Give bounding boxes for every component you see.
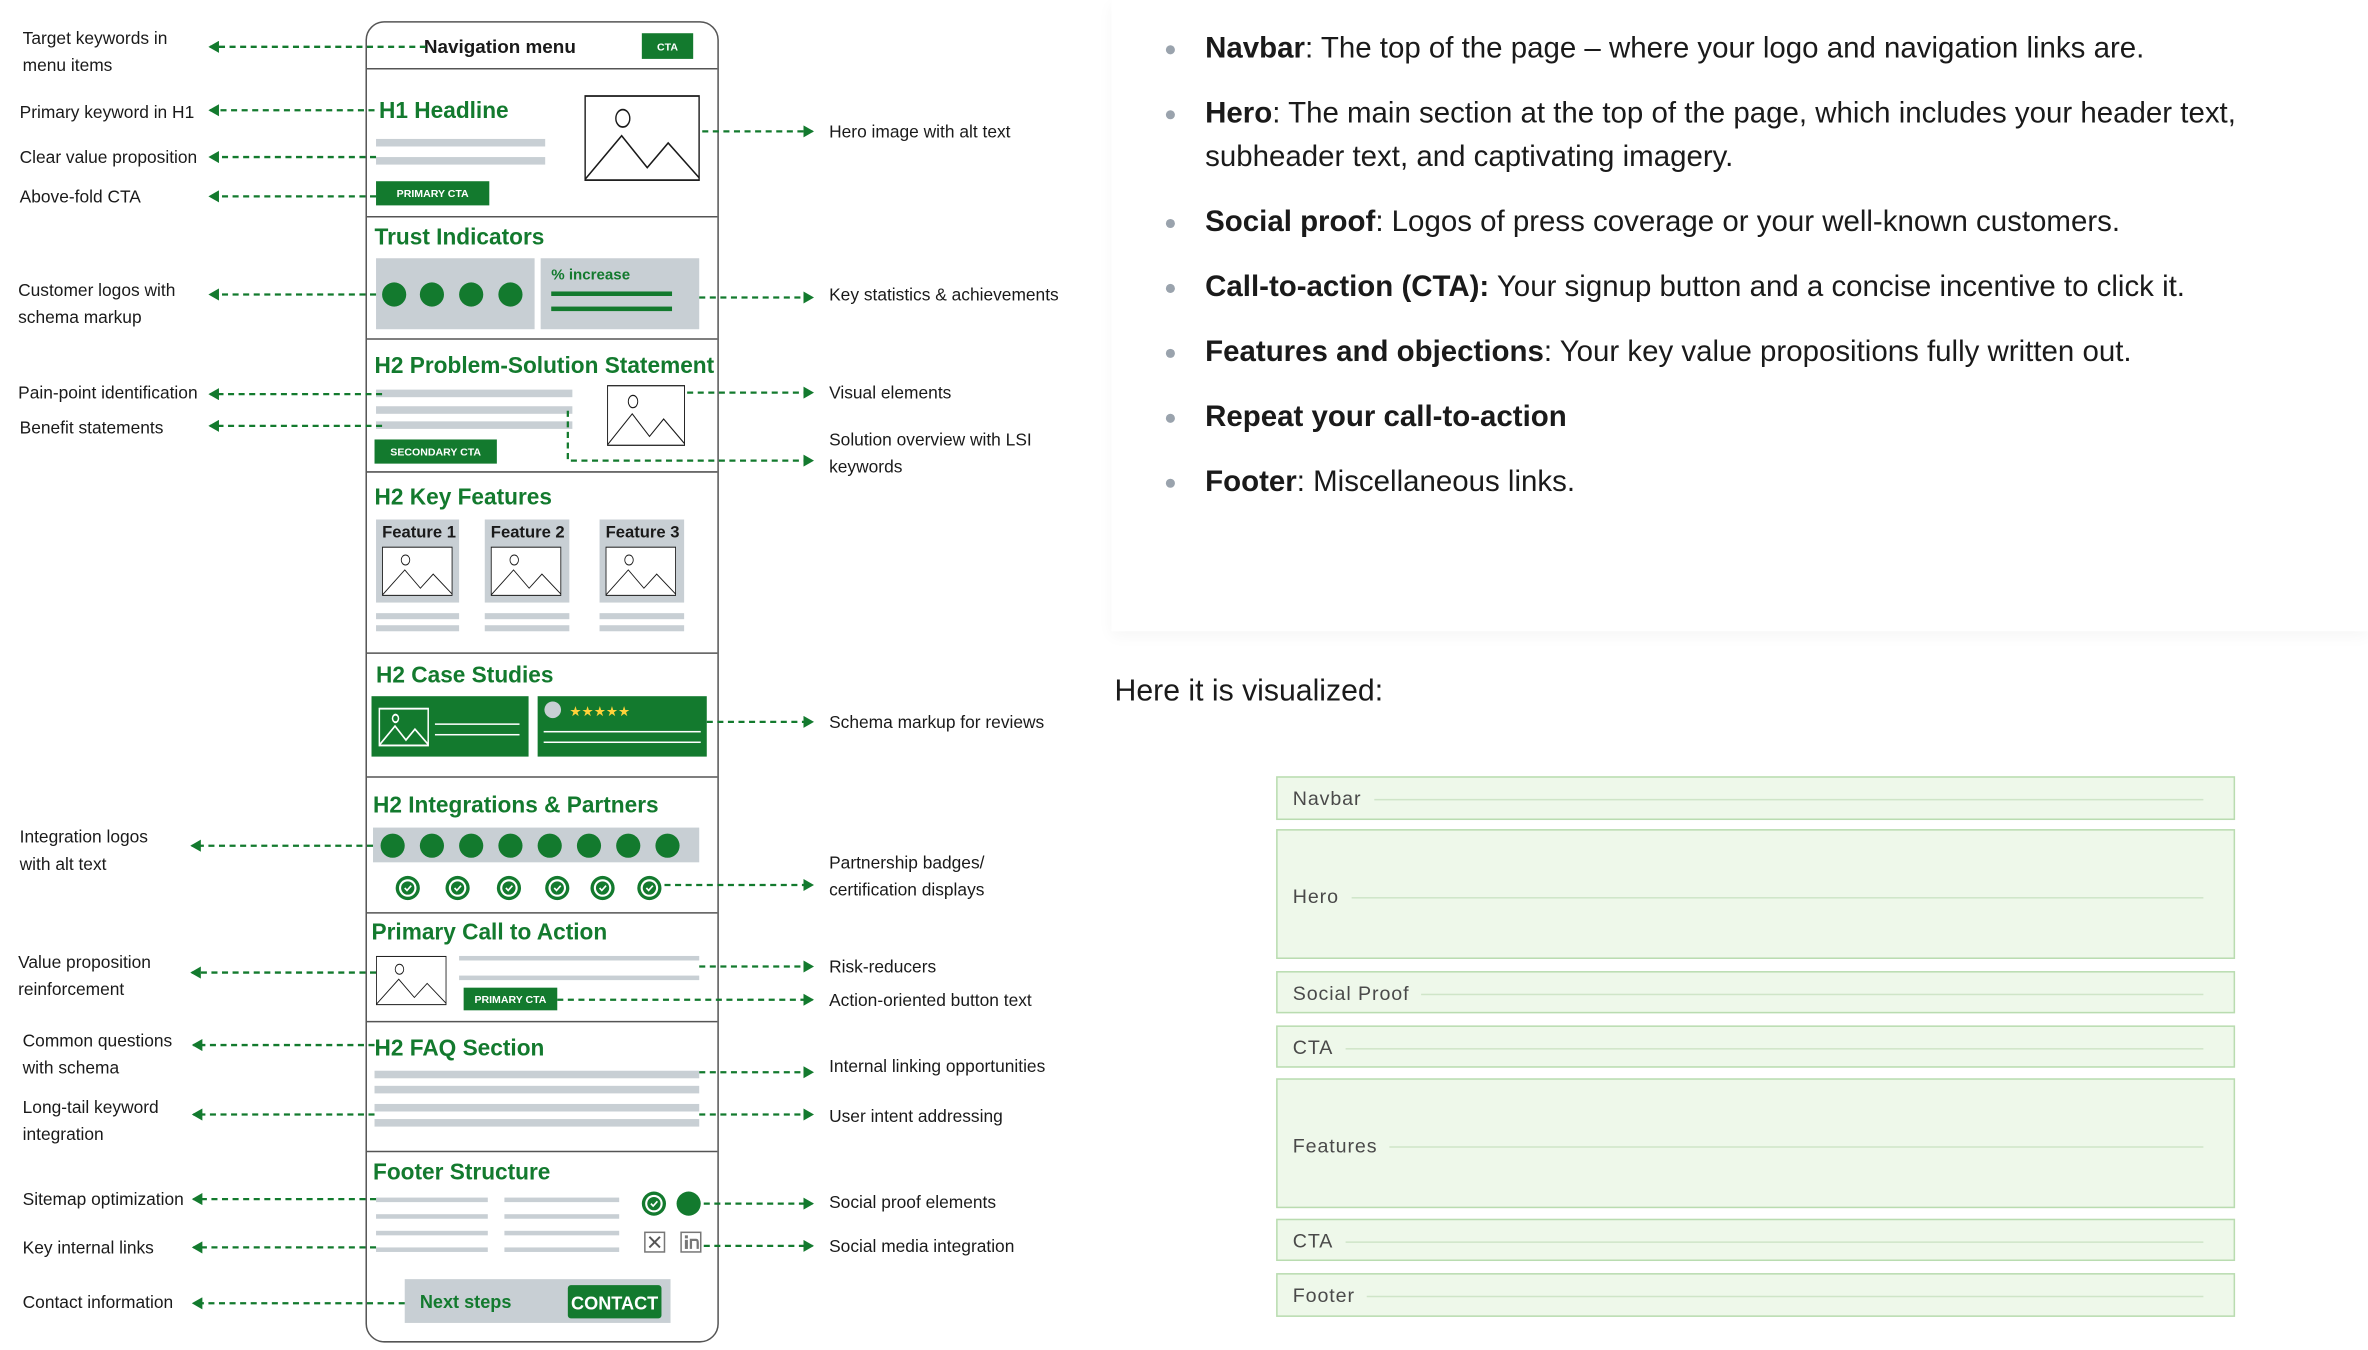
features-title: H2 Key Features [374,483,552,510]
trust-title: Trust Indicators [374,223,545,250]
stat-label: % increase [551,266,631,284]
review-stars: ★★★★★ [569,703,631,720]
annotation-social-media: Social media integration [829,1235,1015,1256]
customer-logo-icon [498,282,522,306]
hero-h1: H1 Headline [379,96,509,123]
feature-3-image-icon [606,547,676,595]
stat-bar [551,307,672,312]
feature-1-label: Feature 1 [382,522,456,542]
annotation-benefit-statements: Benefit statements [19,417,164,438]
integrations-title: H2 Integrations & Partners [373,791,659,818]
annotation-contact-info: Contact information [22,1291,174,1312]
visual-section-features: Features [1276,1078,2235,1208]
annotation-key-statistics: Key statistics & achievements [829,284,1059,305]
visual-section-footer: Footer [1276,1273,2235,1317]
visual-section-cta-repeat: CTA [1276,1219,2235,1261]
faq-title: H2 FAQ Section [374,1034,545,1061]
annotation-customer-logos: Customer logos with schema markup [18,279,176,328]
visualized-heading: Here it is visualized: [1114,675,1384,709]
cta-text-line [459,956,699,961]
feature-1-image-icon [383,547,453,595]
list-item-repeat-cta: Repeat your call-to-action [1205,396,2368,440]
stat-bar [551,291,672,296]
linkedin-social-icon [681,1232,701,1252]
visual-element-icon [608,386,685,446]
annotation-partnership-badges: Partnership badges/ certification displays [829,852,985,900]
list-item-navbar: Navbar: The top of the page – where your logo and navigation links are. [1205,27,2368,71]
annotation-integration-logos: Integration logos with alt text [19,826,148,874]
reviewer-avatar [544,701,561,718]
annotation-pain-point: Pain-point identification [18,382,198,403]
annotation-risk-reducers: Risk-reducers [829,956,937,977]
contact-button-label: CONTACT [571,1293,659,1314]
case-studies-title: H2 Case Studies [376,661,554,688]
list-item-social-proof: Social proof: Logos of press coverage or your well-known customers. [1205,201,2368,245]
cta-section-button-label: PRIMARY CTA [474,993,547,1006]
visual-section-cta: CTA [1276,1025,2235,1067]
feature-card-2 [485,520,570,632]
feature-2-image-icon [491,547,561,595]
visual-section-hero: Hero [1276,829,2235,959]
feature-card-1 [376,520,459,632]
problem-text-line [376,421,572,429]
problem-text-line [376,406,572,414]
annotation-sitemap: Sitemap optimization [22,1189,184,1210]
cta-text-line [459,976,699,981]
feature-3-label: Feature 3 [605,522,680,542]
cta-image-icon [376,956,446,1004]
right-annotations [829,121,1059,1256]
annotation-user-intent: User intent addressing [829,1106,1003,1127]
secondary-cta-label: SECONDARY CTA [390,446,482,459]
social-proof-logo-icon [677,1192,701,1216]
annotation-hero-image: Hero image with alt text [829,121,1011,142]
annotation-solution-overview: Solution overview with LSI keywords [829,429,1032,477]
footer-title: Footer Structure [373,1158,551,1185]
customer-logo-icon [382,282,406,306]
landing-page-sections-list [1112,0,2368,631]
nav-cta-label: CTA [657,41,678,54]
annotation-common-questions: Common questions with schema [22,1030,173,1078]
customer-logo-icon [459,282,483,306]
visual-section-social-proof: Social Proof [1276,971,2235,1013]
annotation-target-keywords: Target keywords in menu items [22,27,168,75]
annotation-visual-elements: Visual elements [829,382,952,403]
annotation-primary-keyword: Primary keyword in H1 [19,101,195,122]
cta-section-title: Primary Call to Action [371,918,608,945]
list-item-hero: Hero: The main section at the top of the page, which includes your header text, subheader text, and captivating imagery. [1205,92,2368,180]
annotation-social-proof: Social proof elements [829,1192,997,1213]
annotation-button-text: Action-oriented button text [829,989,1032,1010]
problem-title: H2 Problem-Solution Statement [374,352,715,379]
annotation-internal-links: Key internal links [22,1237,154,1258]
customer-logo-icon [420,282,444,306]
nav-title: Navigation menu [423,35,576,57]
hero-text-line [376,157,545,165]
annotation-internal-linking: Internal linking opportunities [829,1056,1046,1077]
annotation-schema-reviews: Schema markup for reviews [829,711,1045,732]
list-item-features: Features and objections: Your key value propositions fully written out. [1205,331,2368,375]
feature-card-3 [600,520,685,632]
hero-text-line [376,139,545,147]
social-proof-badge-icon [642,1192,666,1216]
visual-section-navbar: Navbar [1276,776,2235,820]
hero-image-icon [585,96,699,180]
left-annotations [18,28,197,1312]
annotation-long-tail: Long-tail keyword integration [22,1097,159,1145]
annotation-above-fold-cta: Above-fold CTA [19,186,141,207]
hero-primary-cta-label: PRIMARY CTA [396,188,469,201]
landing-page-wireframe-diagram [0,0,1102,1349]
annotation-value-proposition: Clear value proposition [19,147,198,168]
next-steps-label: Next steps [419,1291,512,1312]
list-item-footer: Footer: Miscellaneous links. [1205,461,2368,505]
annotation-value-reinforcement: Value proposition reinforcement [18,952,151,1000]
list-item-cta: Call-to-action (CTA): Your signup button and a concise incentive to click it. [1205,266,2368,310]
feature-2-label: Feature 2 [490,522,565,542]
x-social-icon [645,1232,665,1252]
problem-text-line [376,390,572,398]
